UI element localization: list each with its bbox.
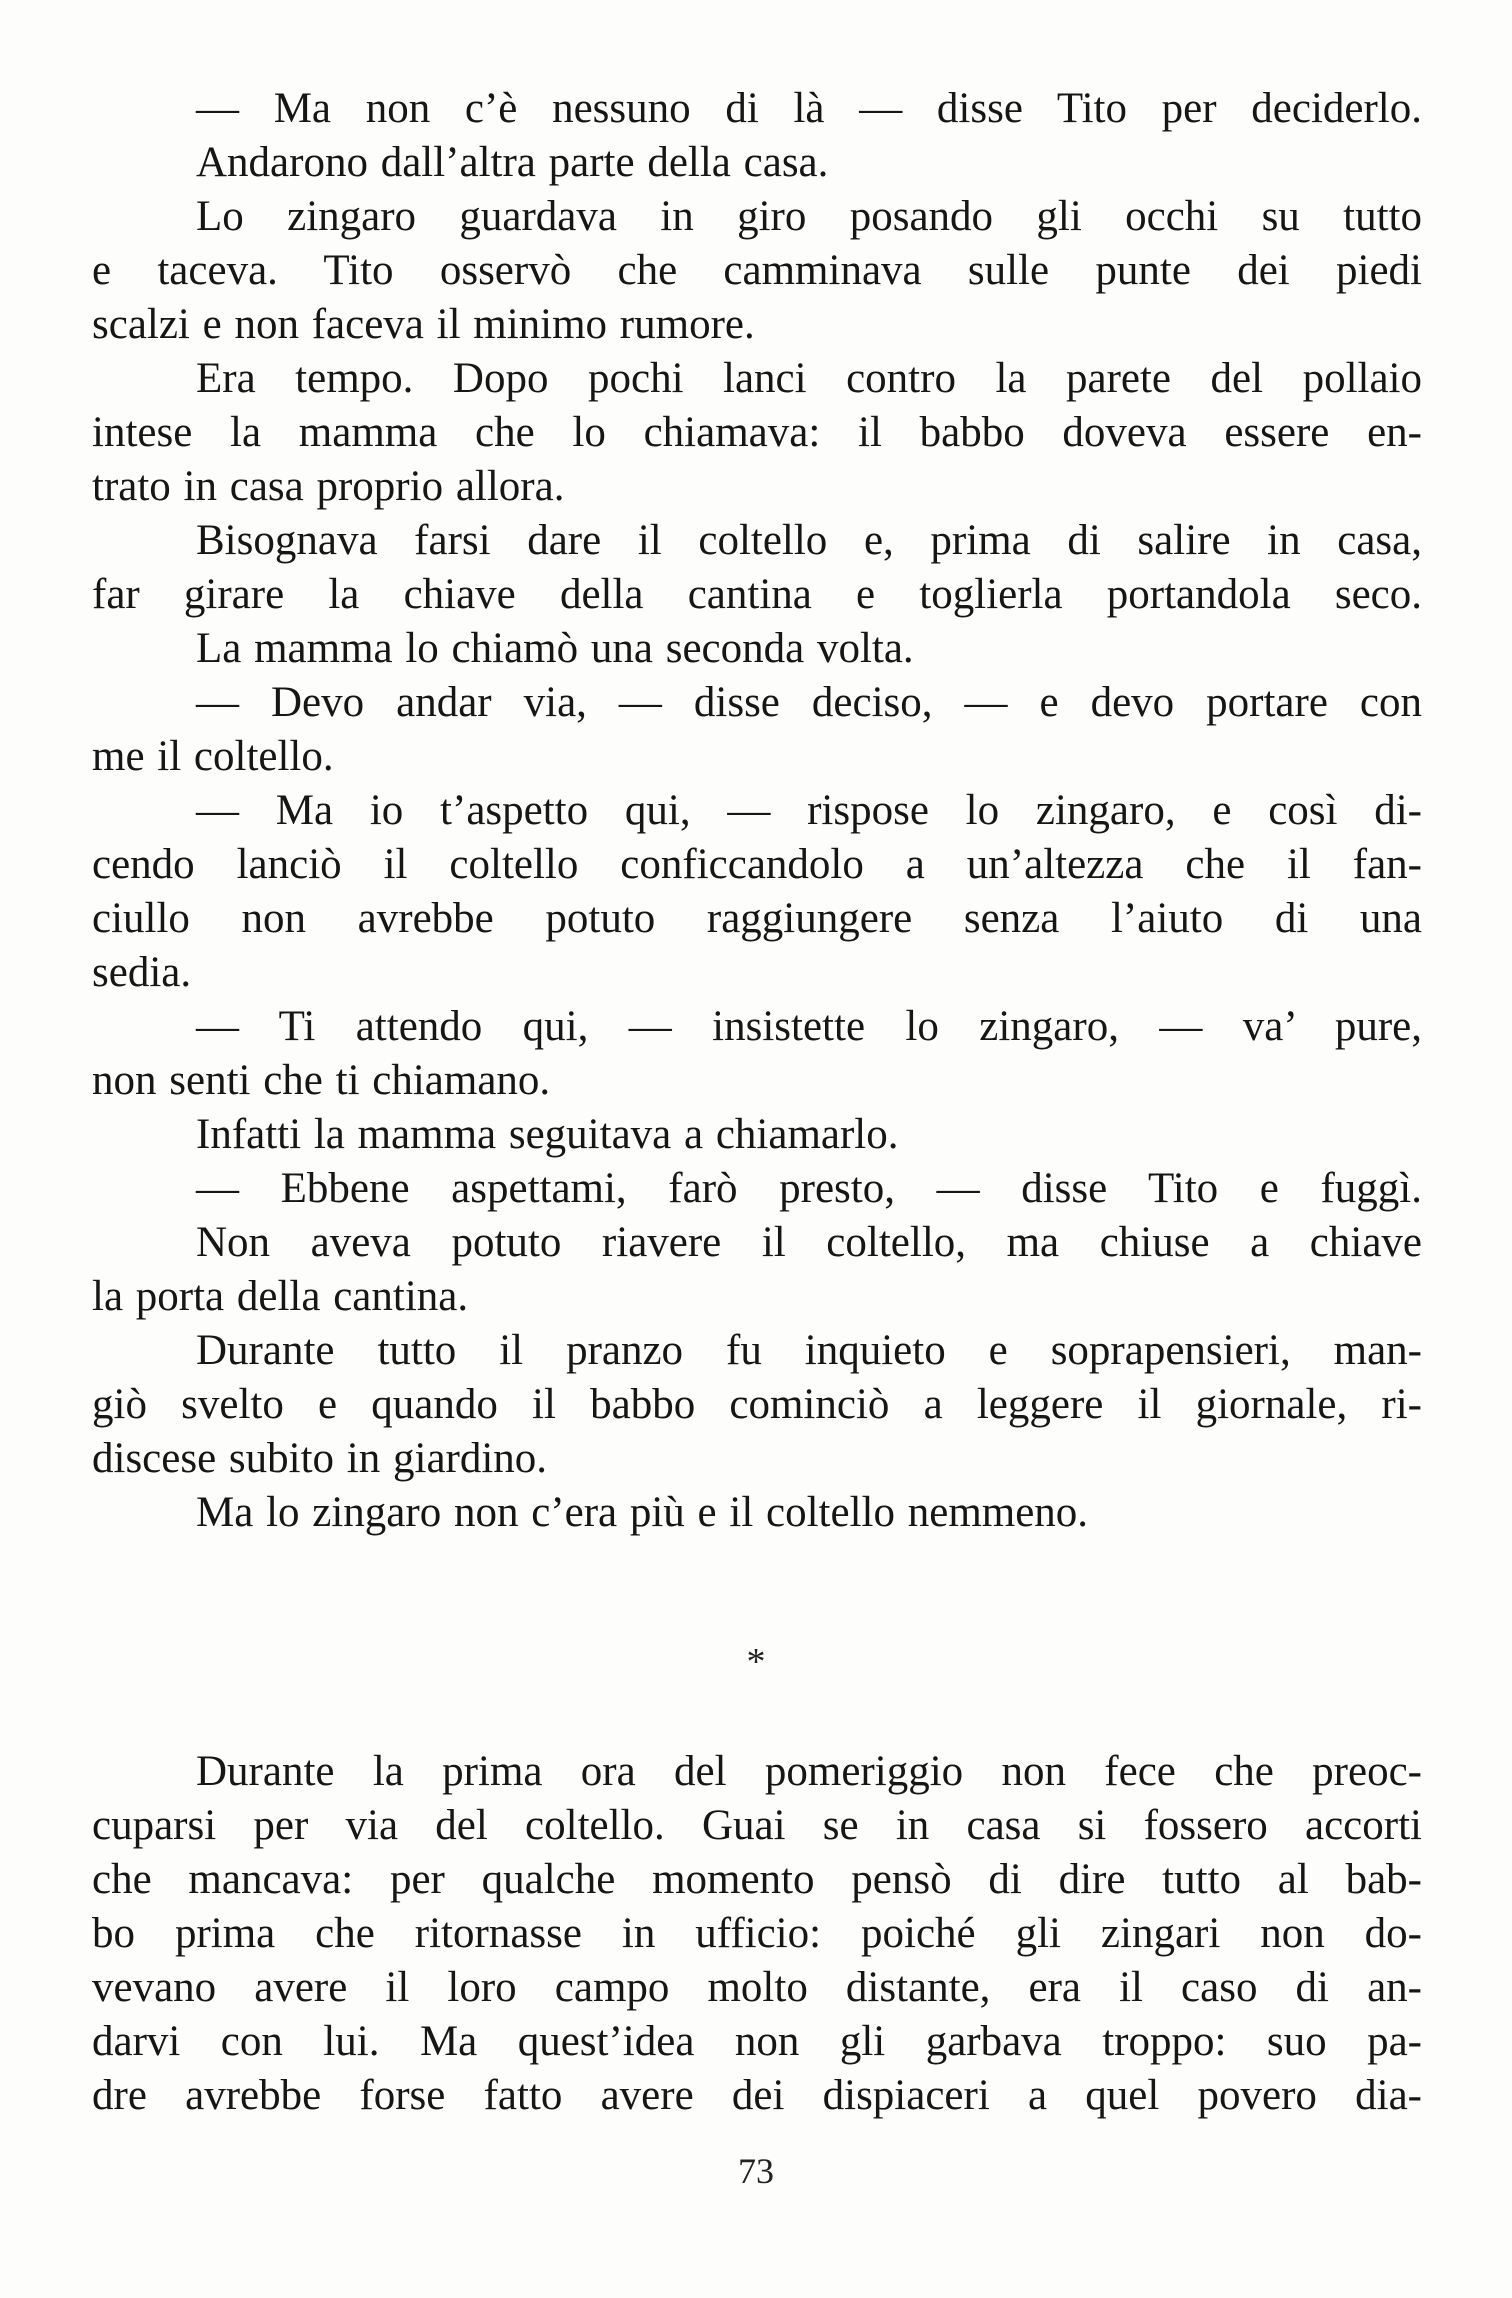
text-line: cuparsi per via del coltello. Guai se in casa si fossero accorti [92, 1802, 1422, 1849]
text-line: dre avrebbe forse fatto avere dei dispiaceri a quel povero dia- [92, 2072, 1422, 2119]
text-line: — Ma non c’è nessuno di là — disse Tito per deciderlo. [196, 85, 1422, 132]
text-line: scalzi e non faceva il minimo rumore. [92, 301, 755, 348]
text-line: ciullo non avrebbe potuto raggiungere senza l’aiuto di una [92, 895, 1422, 942]
text-line: vevano avere il loro campo molto distante, era il caso di an- [92, 1964, 1422, 2011]
page-number: 73 [738, 2151, 774, 2191]
text-line: Era tempo. Dopo pochi lanci contro la parete del pollaio [196, 355, 1422, 402]
text-line: Andarono dall’altra parte della casa. [196, 139, 829, 186]
text-line: — Ebbene aspettami, farò presto, — disse Tito e fuggì. [196, 1165, 1422, 1212]
text-block-upper [92, 82, 1422, 1540]
text-line: non senti che ti chiamano. [92, 1057, 551, 1104]
text-line: me il coltello. [92, 733, 334, 780]
text-line: Durante la prima ora del pomeriggio non fece che preoc- [196, 1748, 1422, 1795]
text-line: Ma lo zingaro non c’era più e il coltello nemmeno. [196, 1489, 1089, 1536]
text-line: Non aveva potuto riavere il coltello, ma chiuse a chiave [196, 1219, 1422, 1266]
text-line: che mancava: per qualche momento pensò di dire tutto al bab- [92, 1856, 1422, 1903]
text-line: la porta della cantina. [92, 1273, 469, 1320]
text-line: Bisognava farsi dare il coltello e, prima di salire in casa, [196, 517, 1422, 564]
text-line: — Devo andar via, — disse deciso, — e devo portare con [196, 679, 1422, 726]
text-line: Infatti la mamma seguitava a chiamarlo. [196, 1111, 899, 1158]
text-line: — Ti attendo qui, — insistette lo zingaro, — va’ pure, [196, 1003, 1422, 1050]
text-line: bo prima che ritornasse in ufficio: poiché gli zingari non do- [92, 1910, 1422, 1957]
section-separator: * [746, 1641, 766, 1683]
text-line: — Ma io t’aspetto qui, — rispose lo zingaro, e così di- [196, 787, 1422, 834]
text-line: darvi con lui. Ma quest’idea non gli garbava troppo: suo pa- [92, 2018, 1422, 2065]
text-line: far girare la chiave della cantina e toglierla portandola seco. [92, 571, 1422, 618]
text-line: Lo zingaro guardava in giro posando gli occhi su tutto [196, 193, 1422, 240]
text-line: cendo lanciò il coltello conficcandolo a un’altezza che il fan- [92, 841, 1422, 888]
text-line: Durante tutto il pranzo fu inquieto e soprapensieri, man- [196, 1327, 1422, 1374]
text-line: La mamma lo chiamò una seconda volta. [196, 625, 914, 672]
text-line: giò svelto e quando il babbo cominciò a leggere il giornale, ri- [92, 1381, 1422, 1428]
text-line: trato in casa proprio allora. [92, 463, 565, 510]
text-block-lower [92, 1745, 1422, 2123]
text-line: discese subito in giardino. [92, 1435, 548, 1482]
text-line: intese la mamma che lo chiamava: il babbo doveva essere en- [92, 409, 1422, 456]
text-line: sedia. [92, 949, 192, 996]
text-line: e taceva. Tito osservò che camminava sulle punte dei piedi [92, 247, 1422, 294]
